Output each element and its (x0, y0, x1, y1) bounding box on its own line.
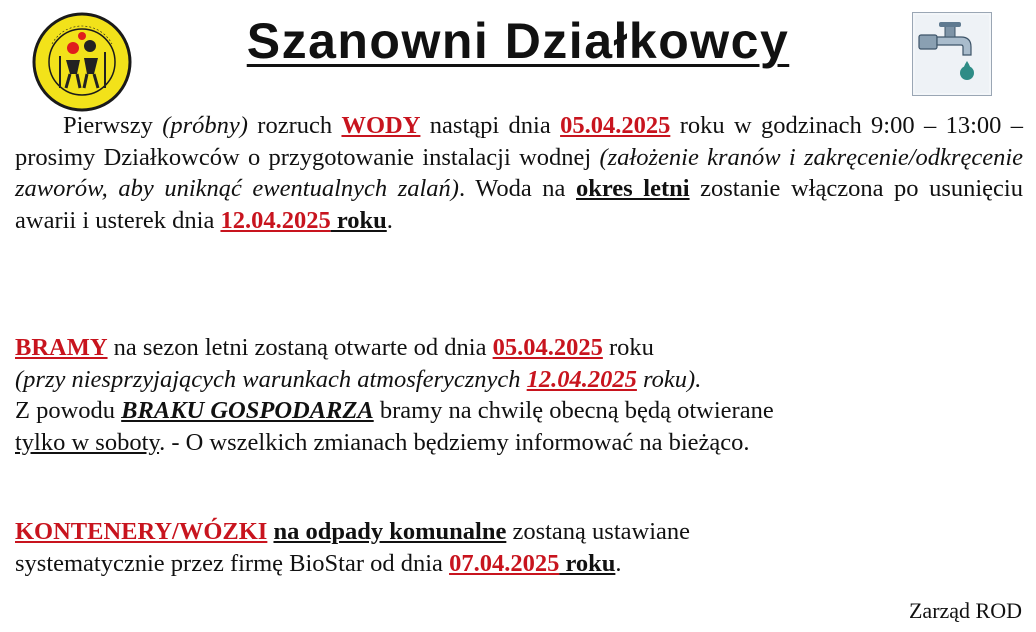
highlight-water: WODY (341, 112, 421, 139)
text: . - O wszelkich zmianach będziemy informować na bieżąco. (159, 428, 750, 456)
text: roku w godzinach 9:00 – 13:00 – prosimy Działkowców o przygotowanie instalacji wodnej (15, 112, 1023, 171)
text: na sezon letni zostaną otwarte od dnia (107, 334, 493, 361)
summer-period: okres letni (576, 175, 690, 202)
highlight-gates: BRAMY (15, 334, 108, 361)
date-highlight: 12.04.2025 (220, 206, 331, 234)
text: roku (602, 334, 654, 361)
date-highlight: 12.04.2025 (526, 365, 637, 393)
date-highlight: 05.04.2025 (560, 112, 671, 139)
text: . Woda na (458, 175, 576, 202)
text: Pierwszy (63, 112, 163, 139)
text: bramy na chwilę obecną będą otwierane (373, 397, 774, 424)
text: zostanie włączona po usunięciu awarii i usterek dnia (15, 175, 1023, 234)
text: roku). (636, 365, 702, 393)
page-title: Szanowni Działkowcy (246, 13, 790, 69)
text: systematycznie przez firmę BioStar od dnia (15, 549, 450, 577)
municipal-waste: na odpady komunalne (273, 518, 507, 545)
text: roku (559, 549, 616, 577)
text: roku (330, 206, 387, 234)
text: rozruch (247, 112, 342, 139)
text: (założenie kranów i zakręcenie/odkręcenie zaworów, aby uniknąć ewentualnych zalań) (15, 143, 1023, 202)
text: zostaną ustawiane (506, 518, 691, 545)
highlight-containers: KONTENERY/WÓZKI (15, 518, 268, 545)
saturdays-only: tylko w soboty (15, 428, 160, 456)
date-highlight: 07.04.2025 (449, 549, 560, 577)
water-paragraph (15, 110, 1023, 236)
highlight-no-caretaker: BRAKU GOSPODARZA (121, 397, 374, 424)
text: . (386, 206, 393, 234)
text: Z powodu (15, 397, 122, 424)
text: nastąpi dnia (420, 112, 561, 139)
containers-paragraph (15, 516, 1023, 579)
signature: Zarząd ROD (908, 598, 1022, 623)
text: (próbny) (162, 112, 248, 139)
date-highlight: 05.04.2025 (492, 334, 603, 361)
gates-paragraph (15, 332, 1023, 458)
text: . (615, 549, 622, 577)
text: (przy niesprzyjających warunkach atmosferycznych (15, 365, 527, 393)
